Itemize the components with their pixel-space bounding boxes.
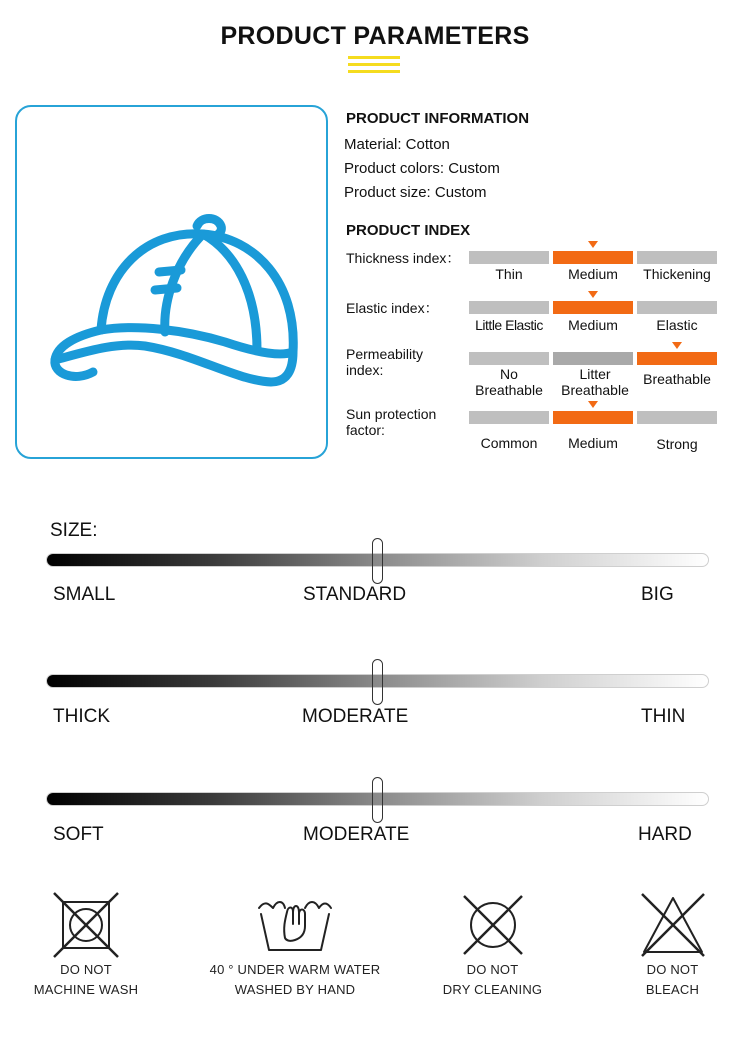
product-information-heading: PRODUCT INFORMATION — [346, 110, 530, 127]
permeability-bar-breathable — [637, 352, 717, 365]
care-hand-wash — [190, 890, 400, 1000]
softness-slider-pin — [372, 777, 383, 823]
care-no-bleach-line1: DO NOT — [646, 962, 699, 977]
sun-marker-icon — [588, 401, 598, 408]
product-image-frame — [15, 105, 328, 459]
permeability-index-label: Permeability index: — [346, 346, 424, 378]
care-no-dry-cleaning-line2: DRY CLEANING — [442, 982, 543, 997]
sun-option-medium: Medium — [568, 435, 618, 451]
softness-label-hard: HARD — [638, 824, 692, 845]
care-no-machine-wash-line1: DO NOT — [60, 962, 112, 977]
elastic-marker-icon — [588, 291, 598, 298]
elastic-option-little: Little Elastic — [475, 317, 543, 333]
size-scale-title: SIZE: — [50, 520, 98, 541]
care-no-machine-wash-line2: MACHINE WASH — [33, 982, 139, 997]
elastic-option-medium: Medium — [568, 317, 618, 333]
thickness-option-thickening: Thickening — [643, 266, 711, 282]
permeability-option-litter: Litter Breathable — [561, 366, 629, 398]
thickness-slider-pin — [372, 659, 383, 705]
permeability-option-no: No Breathable — [475, 366, 543, 398]
product-index-heading: PRODUCT INDEX — [346, 222, 471, 239]
softness-label-moderate: MODERATE — [303, 824, 410, 845]
thickness-bar-thickening — [637, 251, 717, 264]
thickness-option-thin: Thin — [495, 266, 523, 282]
elastic-index-label: Elastic index： — [346, 300, 439, 316]
care-no-bleach — [615, 890, 730, 1000]
thickness-bar-medium — [553, 251, 633, 264]
care-hand-wash-line1: 40 ° UNDER WARM WATER — [209, 962, 381, 977]
thickness-bar-thin — [469, 251, 549, 264]
product-size-line: Product size: Custom — [344, 184, 487, 201]
elastic-option-elastic: Elastic — [656, 317, 698, 333]
thickness-label-thin: THIN — [641, 706, 686, 727]
elastic-bar-little — [469, 301, 549, 314]
care-no-dry-cleaning-line1: DO NOT — [466, 962, 519, 977]
page-title: PRODUCT PARAMETERS — [220, 22, 530, 50]
sun-bar-common — [469, 411, 549, 424]
thickness-label-moderate: MODERATE — [302, 706, 409, 727]
care-no-machine-wash — [18, 890, 154, 1000]
sun-protection-label: Sun protection factor: — [346, 406, 437, 438]
size-label-small: SMALL — [53, 584, 116, 605]
thickness-option-medium: Medium — [568, 266, 618, 282]
sun-option-common: Common — [480, 435, 538, 451]
no-bleach-icon — [638, 890, 708, 960]
elastic-bar-elastic — [637, 301, 717, 314]
permeability-bar-no — [469, 352, 549, 365]
hand-wash-icon — [255, 890, 335, 960]
no-dry-cleaning-icon — [458, 890, 528, 960]
baseball-cap-icon — [35, 212, 315, 402]
product-colors-line: Product colors: Custom — [344, 160, 500, 177]
care-no-dry-cleaning — [430, 890, 555, 1000]
sun-bar-medium — [553, 411, 633, 424]
care-no-bleach-line2: BLEACH — [645, 982, 700, 997]
title-underline — [348, 56, 400, 73]
elastic-bar-medium — [553, 301, 633, 314]
care-hand-wash-line2: WASHED BY HAND — [234, 982, 356, 997]
permeability-option-breathable: Breathable — [643, 371, 711, 387]
permeability-marker-icon — [672, 342, 682, 349]
softness-label-soft: SOFT — [53, 824, 104, 845]
material-line: Material: Cotton — [344, 136, 450, 153]
size-slider-pin — [372, 538, 383, 584]
thickness-marker-icon — [588, 241, 598, 248]
sun-option-strong: Strong — [656, 436, 698, 452]
thickness-index-label: Thickness index： — [346, 250, 461, 266]
no-machine-wash-icon — [51, 890, 121, 960]
size-label-standard: STANDARD — [303, 584, 407, 605]
size-label-big: BIG — [641, 584, 674, 605]
thickness-label-thick: THICK — [53, 706, 110, 727]
permeability-bar-litter — [553, 352, 633, 365]
sun-bar-strong — [637, 411, 717, 424]
